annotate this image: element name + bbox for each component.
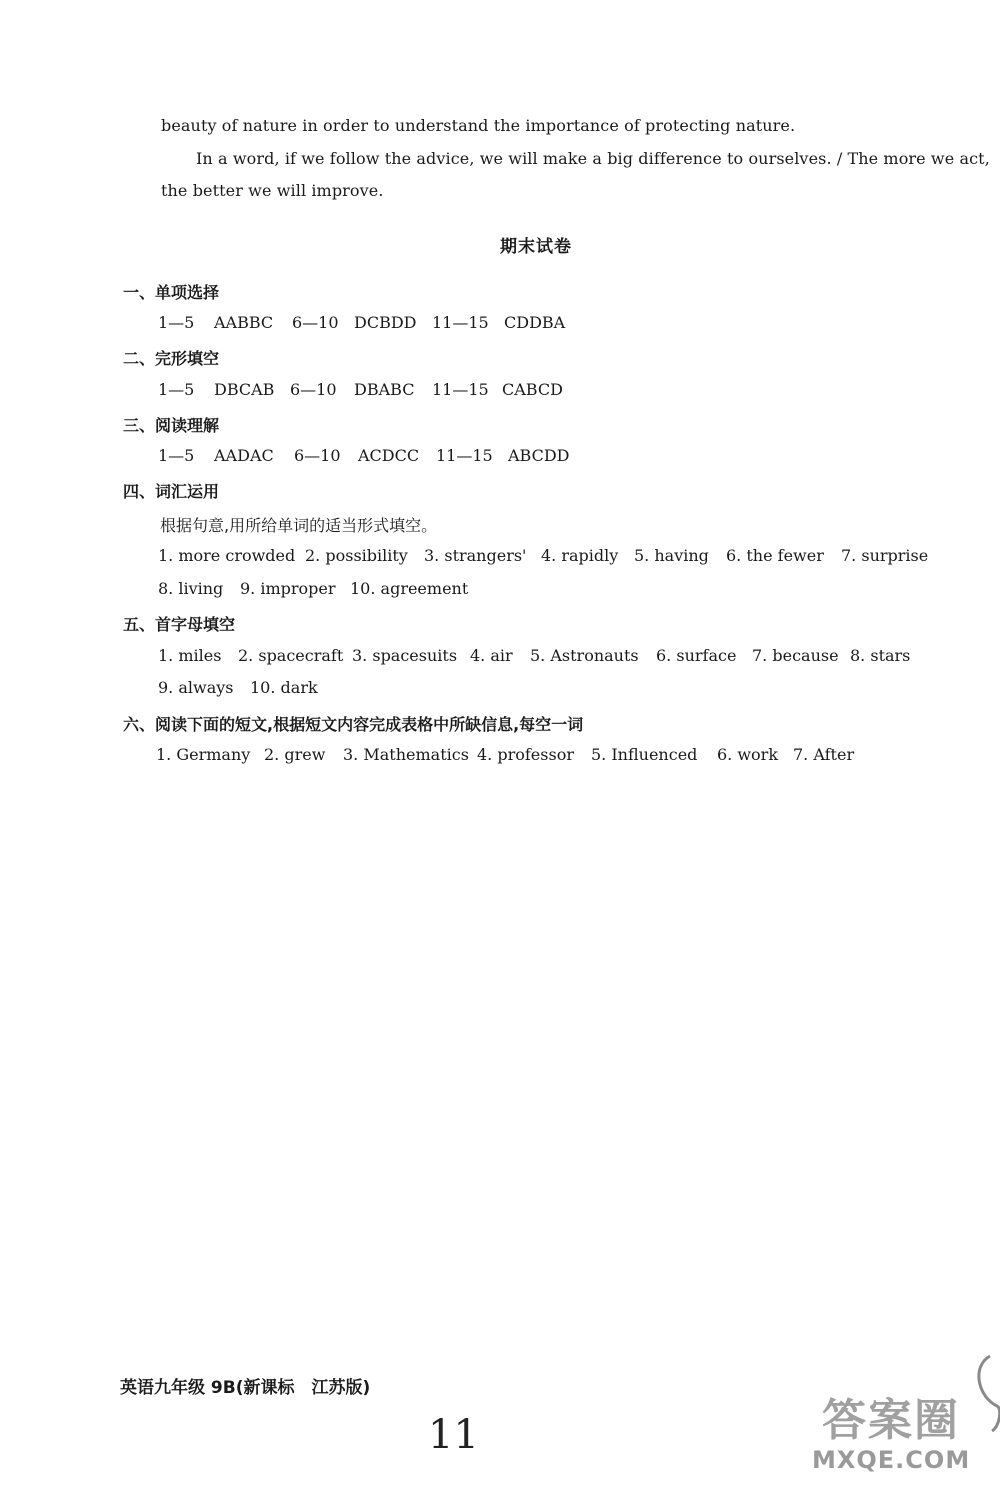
answer-item: 1. Germany — [156, 745, 251, 764]
answer-group: ACDCC — [358, 446, 420, 465]
section-heading: 一、单项选择 — [123, 283, 220, 302]
answer-item: 8. living — [158, 579, 224, 598]
answer-row — [158, 546, 928, 565]
answer-item: 4. professor — [477, 745, 574, 764]
watermark-logo: 答案圈 — [822, 1395, 960, 1446]
answer-item: 6. work — [717, 745, 779, 764]
answer-item: 8. stars — [850, 646, 911, 665]
answer-item: 5. having — [634, 546, 709, 565]
answer-item: 9. always — [158, 678, 234, 697]
range-label: 11—15 — [432, 380, 489, 399]
answer-item: 5. Influenced — [591, 745, 698, 764]
answer-item: 4. rapidly — [541, 546, 619, 565]
answer-item: 4. air — [470, 646, 513, 665]
page-number: 11 — [428, 1412, 479, 1458]
range-label: 11—15 — [436, 446, 493, 465]
answer-item: 2. possibility — [305, 546, 408, 565]
answer-item: 5. Astronauts — [530, 646, 639, 665]
footer-book-title: 英语九年级 9B(新课标 江苏版) — [120, 1378, 371, 1398]
range-label: 6—10 — [292, 313, 339, 332]
answer-item: 3. spacesuits — [352, 646, 458, 665]
answer-group: ABCDD — [508, 446, 570, 465]
answer-row — [158, 678, 318, 697]
section-heading: 六、阅读下面的短文,根据短文内容完成表格中所缺信息,每空一词 — [123, 715, 584, 734]
intro-line-3: the better we will improve. — [161, 181, 384, 200]
answer-item: 2. grew — [264, 745, 326, 764]
answer-item: 6. surface — [656, 646, 737, 665]
answer-group: DBABC — [354, 380, 415, 399]
exam-title: 期末试卷 — [500, 237, 572, 257]
range-label: 1—5 — [158, 446, 195, 465]
answer-group: DBCAB — [214, 380, 275, 399]
range-label: 6—10 — [290, 380, 337, 399]
section-heading: 二、完形填空 — [123, 349, 220, 368]
intro-line-2: In a word, if we follow the advice, we will make a big difference to ourselves. / The more we act, — [196, 149, 990, 168]
answer-row — [158, 380, 563, 399]
answer-item: 6. the fewer — [726, 546, 824, 565]
answer-group: CABCD — [502, 380, 563, 399]
watermark-url: MXQE.COM — [812, 1446, 971, 1474]
answer-group: AADAC — [214, 446, 274, 465]
section-heading: 四、词汇运用 — [123, 482, 220, 501]
answer-item: 7. After — [793, 745, 855, 764]
answer-row — [156, 745, 854, 764]
section-heading: 三、阅读理解 — [123, 416, 220, 435]
answer-item: 3. Mathematics — [343, 745, 469, 764]
answer-item: 2. spacecraft — [238, 646, 344, 665]
answer-item: 7. surprise — [841, 546, 929, 565]
answer-item: 1. miles — [158, 646, 222, 665]
answer-group: DCBDD — [354, 313, 417, 332]
answer-row — [158, 579, 468, 598]
section-heading: 五、首字母填空 — [123, 615, 236, 634]
watermark — [802, 1346, 1000, 1486]
answer-item: 10. agreement — [350, 579, 469, 598]
answer-item: 1. more crowded — [158, 546, 296, 565]
section-instruction: 根据句意,用所给单词的适当形式填空。 — [160, 516, 438, 535]
answer-row — [158, 446, 570, 465]
range-label: 1—5 — [158, 380, 195, 399]
answer-item: 9. improper — [240, 579, 336, 598]
range-label: 6—10 — [294, 446, 341, 465]
range-label: 11—15 — [432, 313, 489, 332]
answer-item: 3. strangers' — [424, 546, 527, 565]
answer-item: 10. dark — [250, 678, 318, 697]
answer-group: AABBC — [214, 313, 274, 332]
intro-line-1: beauty of nature in order to understand the importance of protecting nature. — [161, 116, 796, 135]
answer-row — [158, 646, 910, 665]
range-label: 1—5 — [158, 313, 195, 332]
answer-row — [158, 313, 565, 332]
answer-item: 7. because — [752, 646, 839, 665]
answer-group: CDDBA — [504, 313, 566, 332]
